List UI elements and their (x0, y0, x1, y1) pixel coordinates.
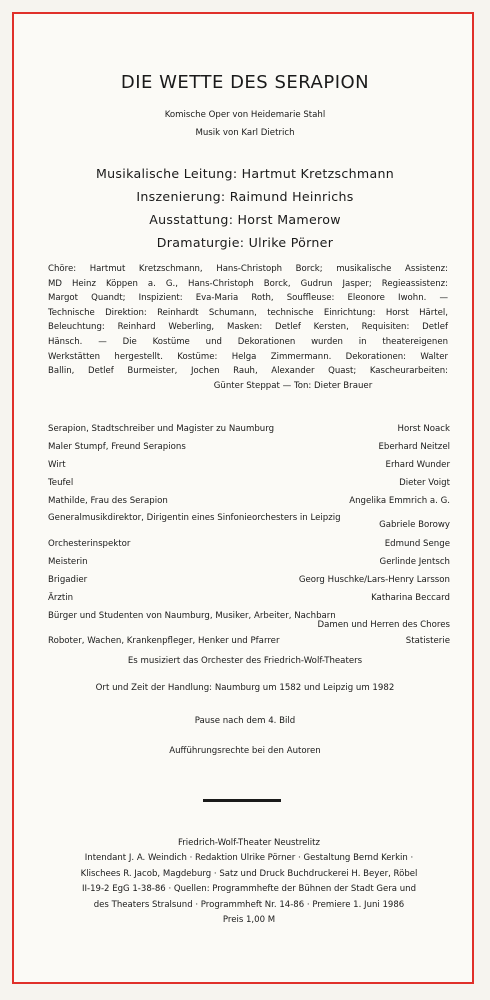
cast-row (48, 460, 450, 474)
imprint-line: Intendant J. A. Weindich · Redaktion Ulrike Pörner · Gestaltung Bernd Kerkin · (84, 853, 414, 864)
cast-role: Bürger und Studenten von Naumburg, Musiker, Arbeiter, Nachbarn (48, 611, 336, 621)
cast-actor: Eberhard Neitzel (378, 442, 450, 452)
cast-role: Teufel (48, 478, 74, 488)
cast-row (48, 620, 450, 634)
lead-credit-dramaturgy: Dramaturgie: Ulrike Pörner (156, 235, 334, 250)
credits-line: Hänsch. — Die Kostüme und Dekorationen wurden in theatereigenen (48, 336, 448, 347)
cast-role: Roboter, Wachen, Krankenpfleger, Henker und Pfarrer (48, 636, 280, 646)
cast-actor: Erhard Wunder (385, 460, 450, 470)
cast-role: Serapion, Stadtschreiber und Magister zu Naumburg (48, 424, 275, 434)
production-credits (48, 262, 448, 393)
cast-row (48, 496, 450, 510)
cast-row (48, 593, 450, 607)
credits-line: Ballin, Detlef Burmeister, Jochen Rauh, Alexander Quast; Kascheurarbeiten: (48, 366, 448, 377)
credits-line: MD Heinz Köppen a. G., Hans-Christoph Borck, Gudrun Jasper; Regieassistenz: (48, 278, 448, 289)
cast-role: Meisterin (48, 557, 88, 567)
cast-actor: Gerlinde Jentsch (379, 557, 450, 567)
credits-line: Chöre: Hartmut Kretzschmann, Hans-Christoph Borck; musikalische Assistenz: (48, 264, 448, 274)
cast-actor: Dieter Voigt (399, 478, 450, 488)
cast-role: Brigadier (48, 575, 88, 585)
lead-credit-staging: Inszenierung: Raimund Heinrichs (136, 189, 354, 204)
cast-row (48, 575, 450, 589)
divider-rule (203, 799, 281, 802)
cast-actor: Statisterie (405, 636, 450, 646)
subtitle-music: Musik von Karl Dietrich (195, 128, 295, 138)
cast-actor: Angelika Emmrich a. G. (349, 496, 450, 506)
cast-actor: Georg Huschke/Lars-Henry Larsson (298, 575, 450, 585)
imprint-line: II-19-2 EgG 1-38-86 · Quellen: Programmhefte der Bühnen der Stadt Gera und (81, 884, 417, 895)
imprint-line: Preis 1,00 M (222, 915, 276, 926)
pause-note: Pause nach dem 4. Bild (194, 716, 296, 726)
imprint (48, 836, 450, 928)
cast-role: Orchesterinspektor (48, 539, 131, 549)
cast-row (48, 539, 450, 553)
credits-line: Margot Quandt; Inspizient: Eva-Maria Roth, Souffleuse: Eleonore Iwohn. — (48, 293, 448, 304)
place-and-time: Ort und Zeit der Handlung: Naumburg um 1582 und Leipzig um 1982 (95, 683, 395, 693)
credits-line: Technische Direktion: Reinhardt Schumann, technische Einrichtung: Horst Härtel, (48, 307, 448, 318)
credits-line-last: Günter Steppat — Ton: Dieter Brauer (213, 380, 373, 391)
cast-actor: Edmund Senge (384, 539, 450, 549)
orchestra-note: Es musiziert das Orchester des Friedrich-Wolf-Theaters (127, 656, 363, 666)
cast-role: Generalmusikdirektor, Dirigentin eines Sinfonieorchesters in Leipzig (48, 513, 341, 523)
subtitle-composer: Komische Oper von Heidemarie Stahl (164, 110, 326, 120)
cast-row (48, 424, 450, 438)
cast-row (48, 557, 450, 571)
page-title: DIE WETTE DES SERAPION (120, 72, 370, 93)
cast-actor: Horst Noack (397, 424, 450, 434)
cast-role: Maler Stumpf, Freund Serapions (48, 442, 186, 452)
cast-role: Wirt (48, 460, 66, 470)
cast-role: Ärztin (48, 593, 74, 603)
rights-note: Aufführungsrechte bei den Autoren (169, 746, 321, 756)
credits-line: Werkstätten hergestellt. Kostüme: Helga Zimmermann. Dekorationen: Walter (48, 351, 448, 362)
lead-credit-design: Ausstattung: Horst Mamerow (149, 212, 341, 227)
cast-actor: Damen und Herren des Chores (317, 620, 450, 630)
lead-credit-musical-direction: Musikalische Leitung: Hartmut Kretzschmann (95, 166, 395, 181)
cast-actor: Gabriele Borowy (379, 520, 450, 530)
imprint-line: des Theaters Stralsund · Programmheft Nr. 14-86 · Premiere 1. Juni 1986 (93, 899, 405, 910)
imprint-line: Friedrich-Wolf-Theater Neustrelitz (177, 838, 321, 848)
imprint-line: Klischees R. Jacob, Magdeburg · Satz und Druck Buchdruckerei H. Beyer, Röbel (80, 868, 418, 879)
cast-actor: Katharina Beccard (371, 593, 450, 603)
cast-row (48, 442, 450, 456)
credits-line: Beleuchtung: Reinhard Weberling, Masken: Detlef Kersten, Requisiten: Detlef (48, 322, 448, 333)
cast-row (48, 636, 450, 650)
cast-role: Mathilde, Frau des Serapion (48, 496, 168, 506)
cast-row (48, 478, 450, 492)
cast-row (48, 520, 450, 534)
